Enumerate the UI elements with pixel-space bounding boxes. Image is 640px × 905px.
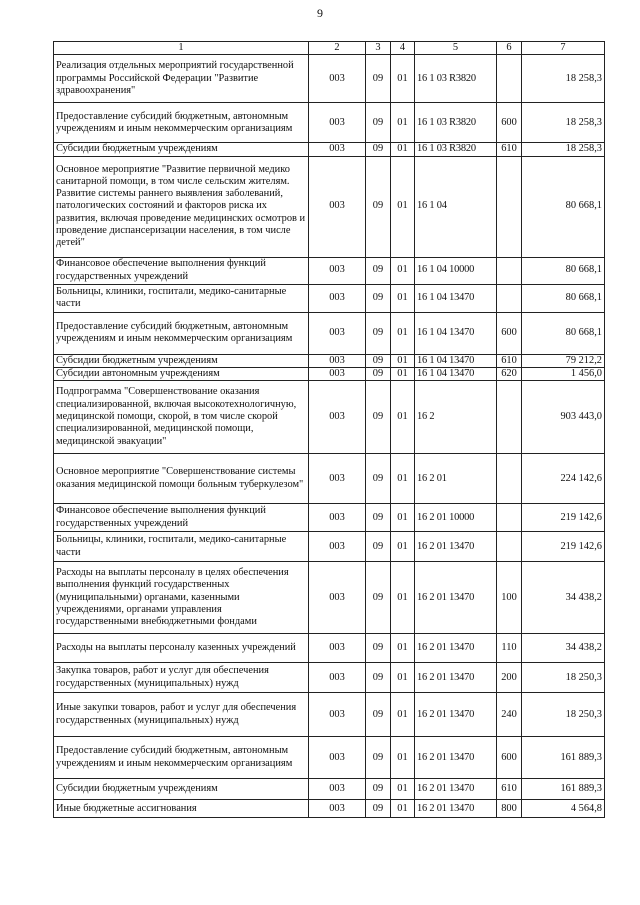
row-ministry-code: 003 <box>309 800 366 818</box>
row-amount: 1 456,0 <box>522 367 605 380</box>
row-target-article: 16 2 01 13470 <box>415 800 497 818</box>
row-section: 09 <box>366 312 391 354</box>
row-subsection: 01 <box>391 454 415 504</box>
row-expense-type <box>497 381 522 454</box>
row-name: Предоставление субсидий бюджетным, автономным учреждениям и иным некоммерческим организациям <box>54 312 309 354</box>
row-target-article: 16 2 <box>415 381 497 454</box>
table-row <box>54 504 605 532</box>
row-target-article: 16 2 01 13470 <box>415 737 497 779</box>
row-expense-type: 240 <box>497 693 522 737</box>
header-col-6: 6 <box>497 42 522 55</box>
row-subsection: 01 <box>391 367 415 380</box>
row-section: 09 <box>366 367 391 380</box>
row-target-article: 16 1 03 R3820 <box>415 103 497 143</box>
row-section: 09 <box>366 562 391 634</box>
table-row <box>54 634 605 663</box>
table-row <box>54 663 605 693</box>
row-amount: 224 142,6 <box>522 454 605 504</box>
row-subsection: 01 <box>391 284 415 312</box>
row-name: Субсидии бюджетным учреждениям <box>54 779 309 800</box>
row-subsection: 01 <box>391 800 415 818</box>
row-ministry-code: 003 <box>309 454 366 504</box>
table-row <box>54 55 605 103</box>
table-row <box>54 800 605 818</box>
row-amount: 18 258,3 <box>522 103 605 143</box>
row-amount: 161 889,3 <box>522 779 605 800</box>
row-expense-type: 610 <box>497 143 522 156</box>
row-target-article: 16 1 04 <box>415 156 497 257</box>
table-row <box>54 693 605 737</box>
row-name: Субсидии автономным учреждениям <box>54 367 309 380</box>
row-ministry-code: 003 <box>309 103 366 143</box>
row-amount: 18 250,3 <box>522 663 605 693</box>
row-target-article: 16 1 03 R3820 <box>415 55 497 103</box>
row-section: 09 <box>366 103 391 143</box>
row-expense-type <box>497 504 522 532</box>
table-row <box>54 454 605 504</box>
row-amount: 18 258,3 <box>522 143 605 156</box>
row-expense-type <box>497 454 522 504</box>
header-row <box>54 42 605 55</box>
table-row <box>54 737 605 779</box>
row-ministry-code: 003 <box>309 381 366 454</box>
header-col-5: 5 <box>415 42 497 55</box>
row-section: 09 <box>366 55 391 103</box>
row-ministry-code: 003 <box>309 156 366 257</box>
row-expense-type: 600 <box>497 103 522 143</box>
row-name: Основное мероприятие "Совершенствование системы оказания медицинской помощи больным туберкулезом" <box>54 454 309 504</box>
row-name: Предоставление субсидий бюджетным, автономным учреждениям и иным некоммерческим организациям <box>54 737 309 779</box>
row-name: Финансовое обеспечение выполнения функций государственных учреждений <box>54 504 309 532</box>
row-amount: 219 142,6 <box>522 532 605 562</box>
row-section: 09 <box>366 634 391 663</box>
row-subsection: 01 <box>391 634 415 663</box>
row-ministry-code: 003 <box>309 634 366 663</box>
row-ministry-code: 003 <box>309 354 366 367</box>
row-subsection: 01 <box>391 381 415 454</box>
row-ministry-code: 003 <box>309 367 366 380</box>
row-expense-type <box>497 156 522 257</box>
row-subsection: 01 <box>391 504 415 532</box>
row-expense-type: 610 <box>497 354 522 367</box>
row-expense-type: 600 <box>497 312 522 354</box>
row-ministry-code: 003 <box>309 55 366 103</box>
row-ministry-code: 003 <box>309 284 366 312</box>
row-section: 09 <box>366 354 391 367</box>
row-name: Иные бюджетные ассигнования <box>54 800 309 818</box>
row-section: 09 <box>366 737 391 779</box>
table-row <box>54 284 605 312</box>
row-subsection: 01 <box>391 663 415 693</box>
budget-table <box>53 41 605 818</box>
row-section: 09 <box>366 143 391 156</box>
row-amount: 161 889,3 <box>522 737 605 779</box>
row-name: Иные закупки товаров, работ и услуг для обеспечения государственных (муниципальных) нужд <box>54 693 309 737</box>
row-name: Закупка товаров, работ и услуг для обеспечения государственных (муниципальных) нужд <box>54 663 309 693</box>
row-subsection: 01 <box>391 532 415 562</box>
header-col-2: 2 <box>309 42 366 55</box>
table-row <box>54 532 605 562</box>
table-row <box>54 354 605 367</box>
row-target-article: 16 2 01 13470 <box>415 634 497 663</box>
table-row <box>54 312 605 354</box>
row-section: 09 <box>366 381 391 454</box>
table-row <box>54 381 605 454</box>
row-subsection: 01 <box>391 257 415 284</box>
row-target-article: 16 2 01 13470 <box>415 562 497 634</box>
row-target-article: 16 1 04 13470 <box>415 312 497 354</box>
row-expense-type <box>497 532 522 562</box>
row-amount: 80 668,1 <box>522 257 605 284</box>
row-subsection: 01 <box>391 562 415 634</box>
row-ministry-code: 003 <box>309 663 366 693</box>
row-subsection: 01 <box>391 693 415 737</box>
row-subsection: 01 <box>391 103 415 143</box>
row-section: 09 <box>366 156 391 257</box>
table-row <box>54 257 605 284</box>
row-section: 09 <box>366 779 391 800</box>
row-target-article: 16 2 01 13470 <box>415 779 497 800</box>
row-name: Больницы, клиники, госпитали, медико-санитарные части <box>54 284 309 312</box>
row-name: Финансовое обеспечение выполнения функций государственных учреждений <box>54 257 309 284</box>
row-expense-type <box>497 55 522 103</box>
row-name: Подпрограмма "Совершенствование оказания специализированной, включая высокотехнологичную, медицинской помощи, скорой, в том числе скорой специализированной, медицинской помощи, медицинской эвакуации" <box>54 381 309 454</box>
row-section: 09 <box>366 663 391 693</box>
row-ministry-code: 003 <box>309 143 366 156</box>
row-subsection: 01 <box>391 143 415 156</box>
row-section: 09 <box>366 284 391 312</box>
row-expense-type <box>497 257 522 284</box>
row-amount: 18 250,3 <box>522 693 605 737</box>
row-ministry-code: 003 <box>309 504 366 532</box>
row-target-article: 16 2 01 13470 <box>415 693 497 737</box>
row-name: Субсидии бюджетным учреждениям <box>54 143 309 156</box>
row-target-article: 16 1 04 13470 <box>415 367 497 380</box>
row-ministry-code: 003 <box>309 693 366 737</box>
table-body <box>54 55 605 818</box>
row-expense-type: 620 <box>497 367 522 380</box>
table-row <box>54 156 605 257</box>
row-name: Больницы, клиники, госпитали, медико-санитарные части <box>54 532 309 562</box>
row-subsection: 01 <box>391 312 415 354</box>
row-amount: 34 438,2 <box>522 562 605 634</box>
row-ministry-code: 003 <box>309 257 366 284</box>
row-name: Реализация отдельных мероприятий государственной программы Российской Федерации "Развитие здравоохранения" <box>54 55 309 103</box>
row-expense-type: 100 <box>497 562 522 634</box>
row-amount: 79 212,2 <box>522 354 605 367</box>
row-ministry-code: 003 <box>309 532 366 562</box>
row-subsection: 01 <box>391 779 415 800</box>
page-number: 9 <box>317 6 323 20</box>
header-col-4: 4 <box>391 42 415 55</box>
row-target-article: 16 2 01 10000 <box>415 504 497 532</box>
row-target-article: 16 1 04 10000 <box>415 257 497 284</box>
row-ministry-code: 003 <box>309 312 366 354</box>
row-name: Предоставление субсидий бюджетным, автономным учреждениям и иным некоммерческим организациям <box>54 103 309 143</box>
row-name: Основное мероприятие "Развитие первичной медико санитарной помощи, в том числе сельским жителям. Развитие системы раннего выявления заболеваний, патологических состояний и факторов риска их развития, включая проведение медицинских осмотров и проведение диспансеризации населения, в том числе детей" <box>54 156 309 257</box>
row-expense-type: 200 <box>497 663 522 693</box>
row-expense-type: 610 <box>497 779 522 800</box>
row-ministry-code: 003 <box>309 737 366 779</box>
row-expense-type: 800 <box>497 800 522 818</box>
row-amount: 80 668,1 <box>522 312 605 354</box>
row-subsection: 01 <box>391 354 415 367</box>
row-amount: 80 668,1 <box>522 156 605 257</box>
table-row <box>54 779 605 800</box>
row-target-article: 16 2 01 13470 <box>415 663 497 693</box>
row-section: 09 <box>366 504 391 532</box>
row-section: 09 <box>366 532 391 562</box>
table-row <box>54 562 605 634</box>
header-col-7: 7 <box>522 42 605 55</box>
row-section: 09 <box>366 454 391 504</box>
row-target-article: 16 1 04 13470 <box>415 354 497 367</box>
table-row <box>54 143 605 156</box>
row-amount: 34 438,2 <box>522 634 605 663</box>
row-amount: 18 258,3 <box>522 55 605 103</box>
row-ministry-code: 003 <box>309 779 366 800</box>
table-row <box>54 103 605 143</box>
row-target-article: 16 1 03 R3820 <box>415 143 497 156</box>
row-name: Расходы на выплаты персоналу в целях обеспечения выполнения функций государственных (муниципальными) органами, казенными учреждениями, органами управления государственными внебюджетными фондами <box>54 562 309 634</box>
row-target-article: 16 2 01 <box>415 454 497 504</box>
row-name: Субсидии бюджетным учреждениям <box>54 354 309 367</box>
row-expense-type: 600 <box>497 737 522 779</box>
row-section: 09 <box>366 693 391 737</box>
header-col-1: 1 <box>54 42 309 55</box>
row-target-article: 16 1 04 13470 <box>415 284 497 312</box>
row-subsection: 01 <box>391 55 415 103</box>
row-section: 09 <box>366 257 391 284</box>
row-expense-type: 110 <box>497 634 522 663</box>
row-ministry-code: 003 <box>309 562 366 634</box>
row-subsection: 01 <box>391 737 415 779</box>
row-name: Расходы на выплаты персоналу казенных учреждений <box>54 634 309 663</box>
row-amount: 219 142,6 <box>522 504 605 532</box>
row-section: 09 <box>366 800 391 818</box>
table-row <box>54 367 605 380</box>
row-amount: 4 564,8 <box>522 800 605 818</box>
row-expense-type <box>497 284 522 312</box>
row-amount: 903 443,0 <box>522 381 605 454</box>
header-col-3: 3 <box>366 42 391 55</box>
row-subsection: 01 <box>391 156 415 257</box>
row-amount: 80 668,1 <box>522 284 605 312</box>
row-target-article: 16 2 01 13470 <box>415 532 497 562</box>
